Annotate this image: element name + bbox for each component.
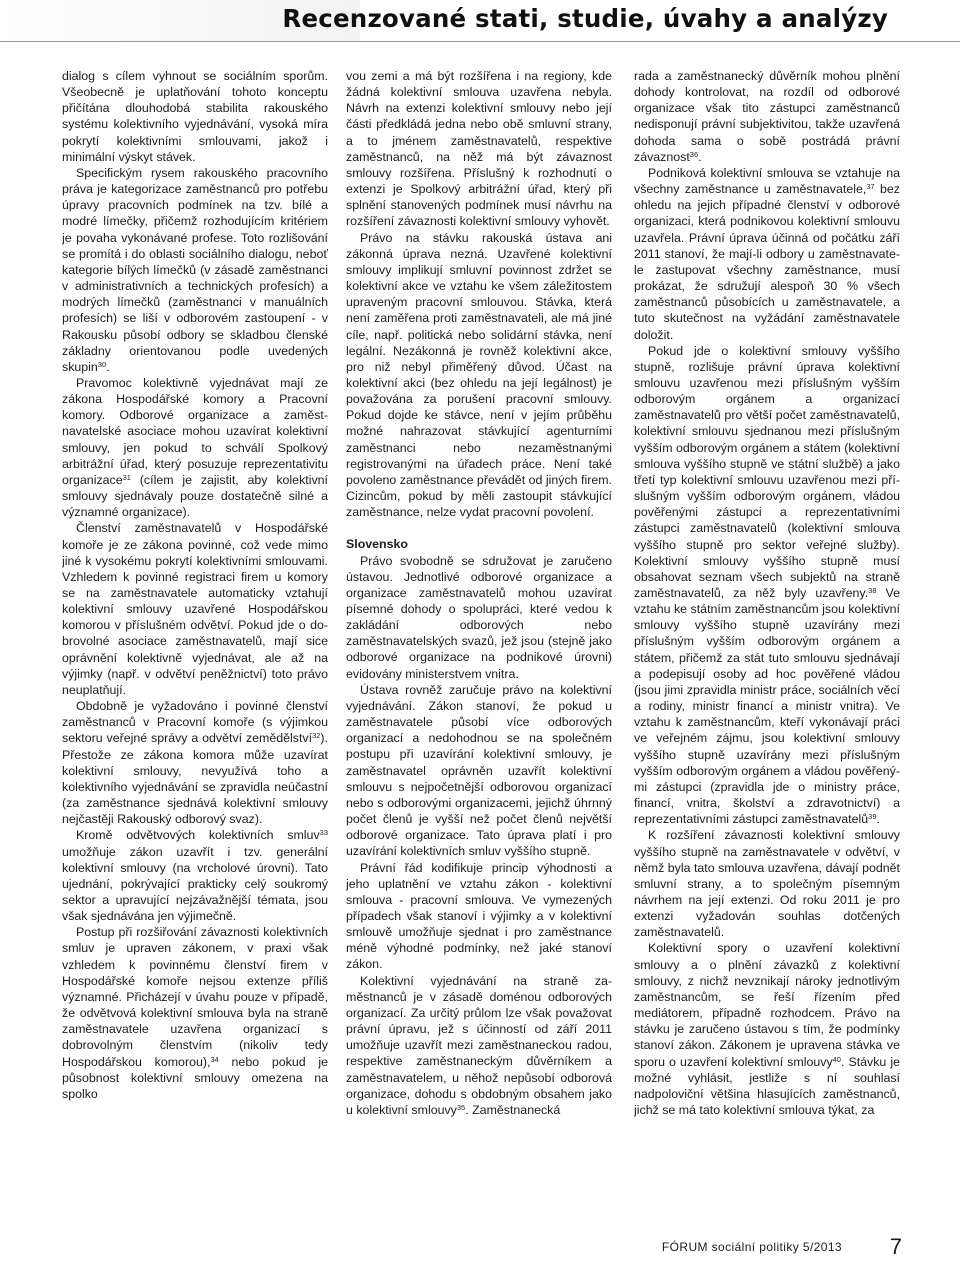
paragraph <box>634 940 900 1118</box>
paragraph-text: . Stávku je možné vyhlásit, jestliže s ní souhlasí nadpoloviční většina hlasujících zaměstnanců, jichž se má tato kolektivní smlouva týkat, za <box>634 1054 900 1117</box>
paragraph-text: Postup při rozšiřování závaznosti kolektivních smluv je upraven zákonem, v praxi však vzhledem k povinnému členství firem v Hospodářské komoře nejsou extenze příliš významné. Přicházejí v úvahu pouze v případě, že odvětvová kolektivní smlouva byla na straně zaměstnavatele uzavřena organizací s dobrovolným členstvím (nikoliv tedy Hospodářskou komorou), <box>62 925 328 1069</box>
paragraph-text: . <box>106 359 110 374</box>
journal-name: FÓRUM sociální politiky 5/2013 <box>661 1240 842 1254</box>
paragraph-text: rada a zaměstnanecký důvěrník mohou plnění dohody kontrolovat, na rozdíl od odborové organizace však tito zástupci zaměstnanců nedisponují právní subjektivitou, takže uzavřená dohoda sama o sobě postrádá právní závaznost <box>634 69 900 164</box>
footnote-ref: 35 <box>456 1102 466 1112</box>
paragraph <box>62 68 328 165</box>
paragraph-text: vou zemi a má být rozšířena i na regiony, kde žádná kolektivní smlouva uzavřena nebyla. Návrh na extenzi kolektivní smlouvy nebo její části předkládá jedna nebo obě smluvní strany, a to jménem zaměstnavatelů, respektive zaměstnanců, na něž má být závaznost smlouvy rozšířena. Příslušný k rozhodnutí o extenzi je Spolkový arbitrážní úřad, který při splnění stanovených podmínek musí návrhu na rozšíření závaznosti kolektivní smlouvy vyhovět. <box>346 69 612 229</box>
footnote-ref: 40 <box>832 1054 841 1064</box>
paragraph-text: . <box>698 149 702 164</box>
paragraph <box>62 520 328 698</box>
paragraph-text: dialog s cílem vyhnout se sociálním sporům. Všeobecně je uplatňování tohoto konceptu přičítána dlouhodobá stabilita rakouského systému kolektivního vyjednávání, vysoká míra pokrytí kolektivními smlouvami, jakož i minimální výskyt stávek. <box>62 69 328 164</box>
paragraph-text: . <box>876 812 880 827</box>
paragraph-text: ). Přestože ze zákona komora může uzavírat kolektivní smlouvy, nevyužívá toho a kolektivního vyjednávání se zpravidla neúčastní (za zaměstnance sjednává kolektivní smlouvy nejčastěji Rakouský odborový svaz). <box>62 731 328 827</box>
paragraph <box>346 682 612 860</box>
paragraph <box>62 698 328 827</box>
paragraph <box>346 230 612 521</box>
paragraph <box>62 924 328 1102</box>
paragraph-text: bez ohledu na jejich případné členství v odborové organizaci, která podnikovou kolektivní smlouvu uzavřela. Právní úprava účinná od počátku září 2011 stanoví, že mají-li odbory u zaměstnavatele zastupovat všechny zaměstnance, musí prokázat, že sdružují alespoň 30 % všech zaměstnanců působících u zaměstnavatele, a tuto skutečnost na vyžádání zaměstnavatele doložit. <box>634 182 900 342</box>
paragraph-text: Členství zaměstnavatelů v Hospodářské komoře je ze zákona povinné, což vede mimo jiné k vysokému pokrytí kolektivními smlouvami. Vzhledem k povinné registraci firem u komory se na zaměstnavatele automaticky vztahují kolektivní smlouvy uzavřené Hospodářskou komorou v příslušném odvětví. Pokud jde o dobrovolné asociace zaměstnavatelů, mají sice oprávnění kolektivně vyjednávat, ale až na výjimky (např. v odvětví peněžnictví) toto právo neuplatňují. <box>62 521 328 697</box>
footnote-ref: 34 <box>210 1054 219 1064</box>
header-bar <box>0 0 960 42</box>
footnote-ref: 39 <box>868 812 877 822</box>
paragraph-text: Pravomoc kolektivně vyjednávat mají ze zákona Hospodářské komory a Pracovní komory. Odborové organizace a zaměstnavatelské asociace mohou uzavírat kolektivní smlouvy, jen pokud to schválí Spolkový arbitrážní úřad, který posuzuje reprezentativitu organizace <box>62 375 328 487</box>
paragraph-text: . Zaměstnanecká <box>465 1102 561 1117</box>
paragraph-text: K rozšíření závaznosti kolektivní smlouvy vyššího stupně na zaměstnavatele v odvětví, v němž byla tato smlouva uzavřena, dávají podnět smluvní strany, a to společným písemným návrhem na její extenzi. Od roku 2011 je pro extenzi vyžadován souhlas dotčených zaměstnavatelů. <box>634 828 900 940</box>
paragraph <box>346 973 612 1118</box>
paragraph-text: Obdobně je vyžadováno i povinné členství zaměstnanců v Pracovní komoře (s výjimkou sektoru veřejné správy a odvětví zemědělství <box>62 699 328 746</box>
footnote-ref: 30 <box>97 359 107 369</box>
paragraph-text: nebo pokud je působnost kolektivní smlouvy omezena na spolko <box>62 1054 328 1101</box>
paragraph <box>634 68 900 165</box>
paragraph-text: Podniková kolektivní smlouva se vztahuje na všechny zaměstnance u zaměstnavatele, <box>634 165 900 197</box>
paragraph-text: Kolektivní vyjednávání na straně zaměstnanců je v zásadě doménou odborových organizací. Za určitý průlom lze však považovat právní úpravu, jež s účinností od září 2011 umožňuje uzavřít mezi zaměstnaneckou radou, respektive zaměstnaneckým důvěrníkem a zaměstnavatelem, u něhož nepůsobí odborová organizace, dohodu s obdobným obsahem jako u kolektivní smlouvy <box>346 973 612 1117</box>
paragraph <box>346 553 612 682</box>
text-column-1 <box>62 68 328 1218</box>
footnote-ref: 37 <box>866 182 875 192</box>
footnote-ref: 32 <box>312 731 321 741</box>
paragraph-text: umožňuje zákon uzavřít i tzv. generální kolektivní smlouvy (na vrcholové úrovni). Tato ujednání, pokrývající prakticky celý soukromý sektor a upravující nejzávažnější témata, jsou však sjednávána jen výjimečně. <box>62 844 328 924</box>
text-column-3 <box>634 68 900 1218</box>
footnote-ref: 33 <box>319 828 328 838</box>
paragraph-text: Ve vztahu ke státním zaměstnancům jsou kolektivní smlouvy vyššího stupně uzavírány mezi příslušným vyšším odborovým orgánem a státem, přičemž za stát tuto smlouvu sjednávají a podepisují osoby ad hoc pověřené vládou (jsou jimi zpravidla ministr práce, sociálních věcí a rodiny, ministr financí a ministr vnitra). Ve vztahu k zaměstnancům, kteří vykonávají práci ve veřejném zájmu, jsou kolektivní smlouvy vyššího stupně uzavírány mezi příslušným vyšším odborovým orgánem a vládou pověřenými zástupci (zpravidla jde o ministry práce, financí, vnitra, školství a zdravotnictví) a reprezentativními zástupci zaměstnavatelů <box>634 586 900 827</box>
paragraph <box>346 68 612 230</box>
paragraph-text: Ústava rovněž zaručuje právo na kolektivní vyjednávání. Zákon stanoví, že pokud u zaměstnavatele působí více odborových organizací a nedohodnou se na společném postupu při uzavírání kolektivní smlouvy, je zaměstnavatel oprávněn uzavřít kolektivní smlouvu s nejpočetnější odborovou organizací nebo s odborovými organizacemi, jejichž úhrnný počet členů je vyšší než počet členů největší odborové organizace. Tato úprava platí i pro uzavírání kolektivních smluv vyššího stupně. <box>346 682 612 859</box>
paragraph <box>62 165 328 375</box>
paragraph-text: Specifickým rysem rakouského pracovního práva je kategorizace zaměstnanců pro potřebu úpravy pracovních podmínek na tzv. bílé a modré límečky, přičemž rozhodujícím kritériem je povaha vykonávané profese. Toto rozlišování se promítá i do oblasti sociálního dialogu, neboť kategorie bílých límečků (v zásadě zaměstnanci v administrativních a technických profesích) a modrých límečků (zaměstnanci v manuálních profesích) se liší v odborovém zastoupení - v Rakousku působí odbory se skladbou členské základny orientovanou podle uvedených skupin <box>62 165 328 374</box>
paragraph-text: Právo svobodně se sdružovat je zaručeno ústavou. Jednotlivé odborové organizace a organizace zaměstnavatelů mohou uzavírat písemné dohody o spolupráci, které vedou k zakládání odborových nebo zaměstnavatelských svazů, jež jsou (stejně jako odborové organizace na podnikové úrovni) evidovány ministerstvem vnitra. <box>346 553 612 681</box>
paragraph <box>634 165 900 343</box>
footnote-ref: 36 <box>689 149 699 159</box>
paragraph-text: (cílem je zajistit, aby kolektivní smlouvy sjednávaly pouze dostatečně silné a významné organizace). <box>62 472 328 520</box>
paragraph-text: Kromě odvětvových kolektivních smluv <box>76 828 320 843</box>
paragraph-text: Kolektivní spory o uzavření kolektivní smlouvy a o plnění závazků z kolektivní smlouvy, z nichž nevznikají nároky jednotlivým zaměstnancům, se řeší řízením před mediátorem, případně rozhodcem. Právo na stávku je zaručeno ústavou s tím, že podmínky stanoví zákon. Zákonem je upravena stávka ve sporu o uzavření kolektivní smlouvy <box>634 941 900 1069</box>
paragraph <box>346 860 612 973</box>
footnote-ref: 31 <box>122 472 131 482</box>
paragraph-text: Pokud jde o kolektivní smlouvy vyššího stupně, rozlišuje právní úprava kolektivní smlouvu uzavřenou mezi příslušným vyšším odborovým orgánem a organizací zaměstnavatelů pro větší počet zaměstnavatelů, kolektivní smlouvu sjednanou mezi příslušným vyšším odborovým orgánem a státem (kolektivní smlouva vyššího stupně ve státní službě) a jako třetí typ kolektivní smlouvu uzavřenou mezi příslušným vyšším odborovým orgánem, vládou pověřenými zástupci a reprezentativními zástupci zaměstnavatelů (kolektivní smlouva vyššího stupně pro sektor veřejné služby). Kolektivní smlouvy vyššího stupně musí obsahovat seznam všech subjektů na straně zaměstnavatelů, za něž byly uzavřeny. <box>634 343 900 600</box>
paragraph-spacer <box>346 520 612 536</box>
section-title: Recenzované stati, studie, úvahy a analýzy <box>282 4 888 33</box>
text-column-2 <box>346 68 612 1218</box>
subsection-heading: Slovensko <box>346 537 408 552</box>
paragraph-text: Právo na stávku rakouská ústava ani zákonná úprava nezná. Uzavřené kolektivní smlouvy implikují smluvní povinnost zdržet se kolektivní akce ve vztahu ke všem záležitostem upraveným pracovní smlouvou. Stávka, která není zaměřena proti zaměstnavateli, ale má jiné cíle, např. politická nebo solidární stávka, není legální. Nezákonná je rovněž kolektivní akce, pro niž nebyl přiměřený důvod. Účast na kolektivní akci (bez ohledu na její legálnost) je považována za porušení pracovní smlouvy. Pokud dojde ke stávce, není v jejím průběhu možné nahrazovat stávkující agenturními zaměstnanci nebo nezaměstnanými registrovanými na úřadech práce. Není také povoleno zaměstnance převádět od jiných firem. Cizincům, pokud by měli zastoupit stávkující zaměstnance, nelze vydat pracovní povolení. <box>346 230 612 520</box>
page-footer <box>0 1236 960 1260</box>
paragraph <box>62 827 328 924</box>
page-number: 7 <box>889 1234 902 1259</box>
paragraph <box>62 375 328 520</box>
paragraph <box>634 827 900 940</box>
footnote-ref: 38 <box>868 586 877 595</box>
paragraph <box>634 343 900 828</box>
paragraph-text: Právní řád kodifikuje princip výhodnosti a jeho uplatnění ve vztahu zákon - kolektivní smlouva - pracovní smlouva. Ve vymezených případech však stanoví i výjimky a v kolektivní smlouvě umožňuje sjednat i pro zaměstnance méně výhodné podmínky, než jaké stanoví zákon. <box>346 860 612 972</box>
